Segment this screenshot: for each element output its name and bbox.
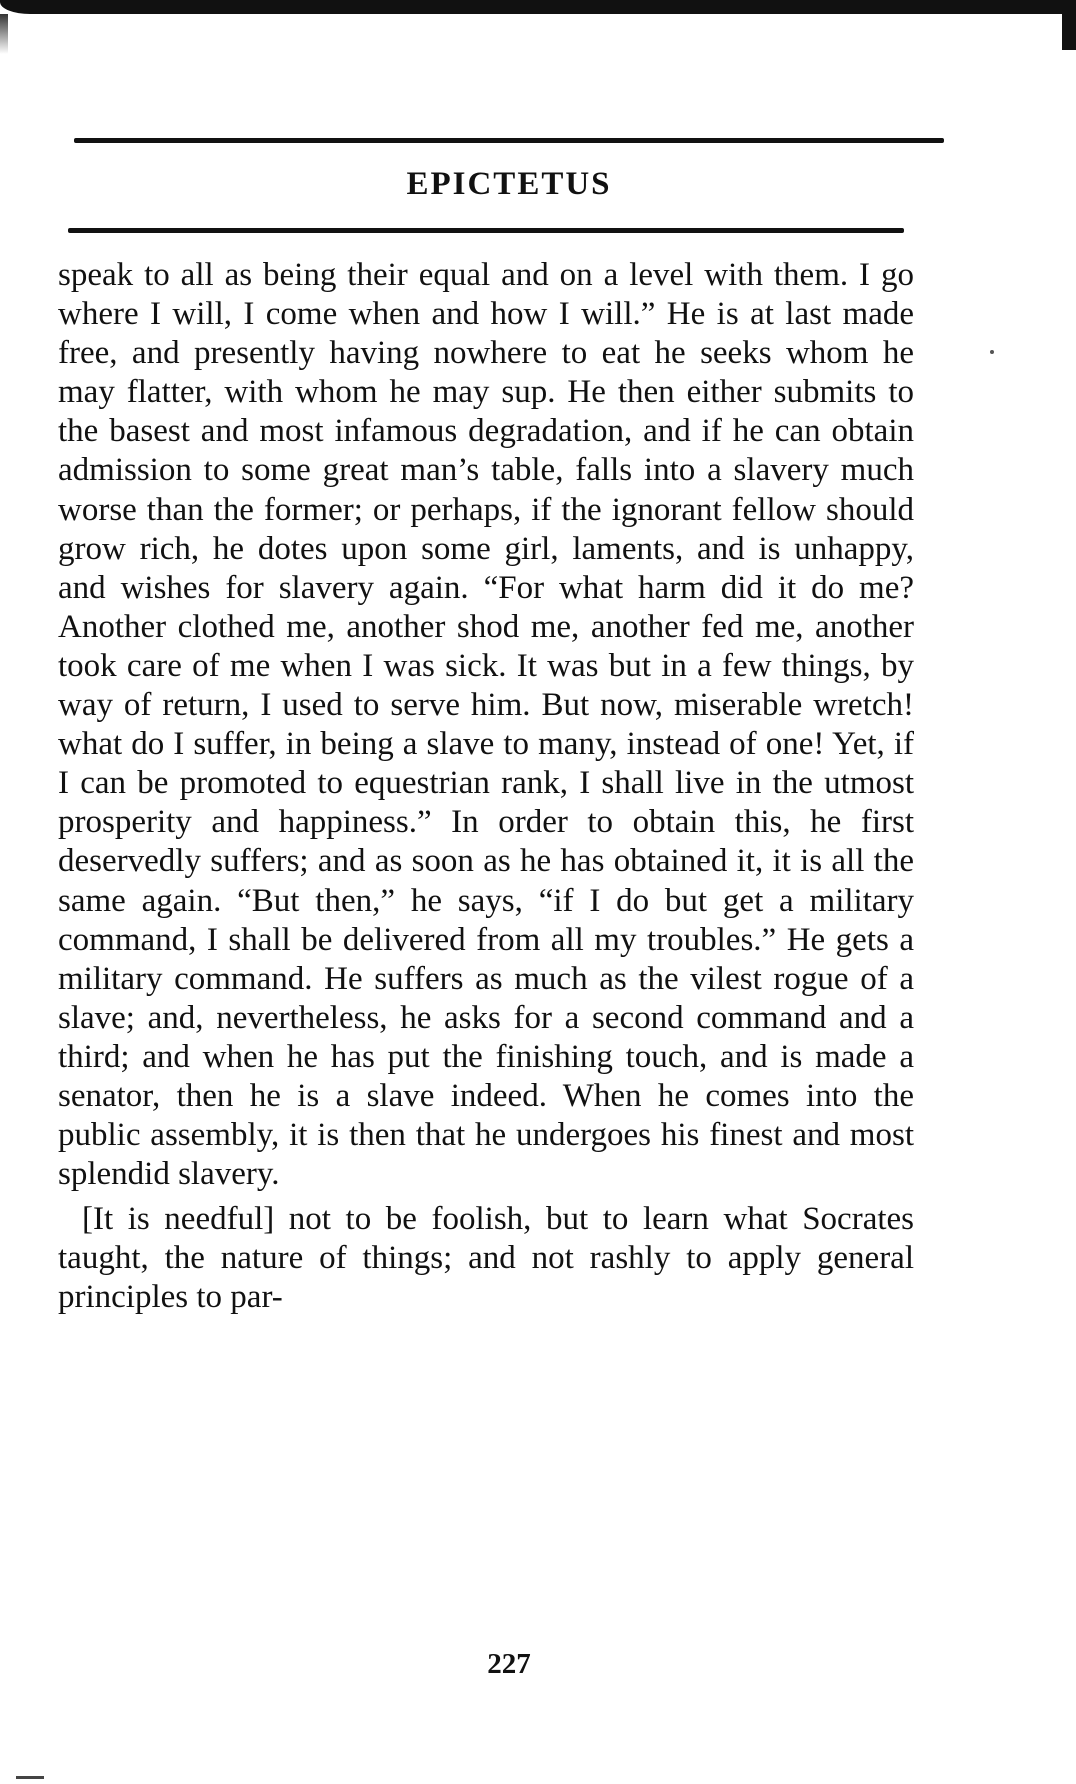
scan-speck: [990, 350, 994, 354]
paragraph-2: [It is needful] not to be foolish, but to learn what Socrates taught, the nature of things; and not rashly to apply general principles to par-: [58, 1201, 914, 1316]
header-rule-top: [74, 138, 944, 143]
paragraph-1: speak to all as being their equal and on a level with them. I go where I will, I come when and how I will.” He is at last made free, and presently having nowhere to eat he seeks whom he may flatter, with whom he may sup. He then either submits to the basest and most infamous degradation, and if he can obtain admission to some great man’s table, falls into a slavery much worse than the former; or perhaps, if the ignorant fellow should grow rich, he dotes upon some girl, laments, and is unhappy, and wishes for slavery again. “For what harm did it do me? Another clothed me, another shod me, another fed me, another took care of me when I was sick. It was but in a few things, by way of return, I used to serve him. But now, miserable wretch! what do I suffer, in being a slave to many, instead of one! Yet, if I can be promoted to equestrian rank, I shall live in the utmost prosperity and happiness.” In order to obtain this, he first deservedly suffers; and as soon as he has obtained it, it is all the same again. “But then,” he says, “if I do but get a military command, I shall be delivered from all my troubles.” He gets a military command. He suffers as much as the vilest rogue of a slave; and, nevertheless, he asks for a second command and a third; and when he has put the finishing touch, and is made a senator, then he is a slave indeed. When he comes into the public assembly, it is then that he undergoes his finest and most splendid slavery.: [58, 257, 914, 1193]
page-corner-shadow: [1062, 0, 1076, 50]
page-number: 227: [487, 1648, 531, 1680]
body-text: [58, 256, 914, 1318]
page-top-border: [0, 0, 1076, 14]
page-bottom-mark: [16, 1776, 44, 1779]
header-rule-bottom: [68, 228, 904, 233]
page-edge-mark: [0, 14, 8, 54]
running-head: EPICTETUS: [406, 166, 612, 202]
